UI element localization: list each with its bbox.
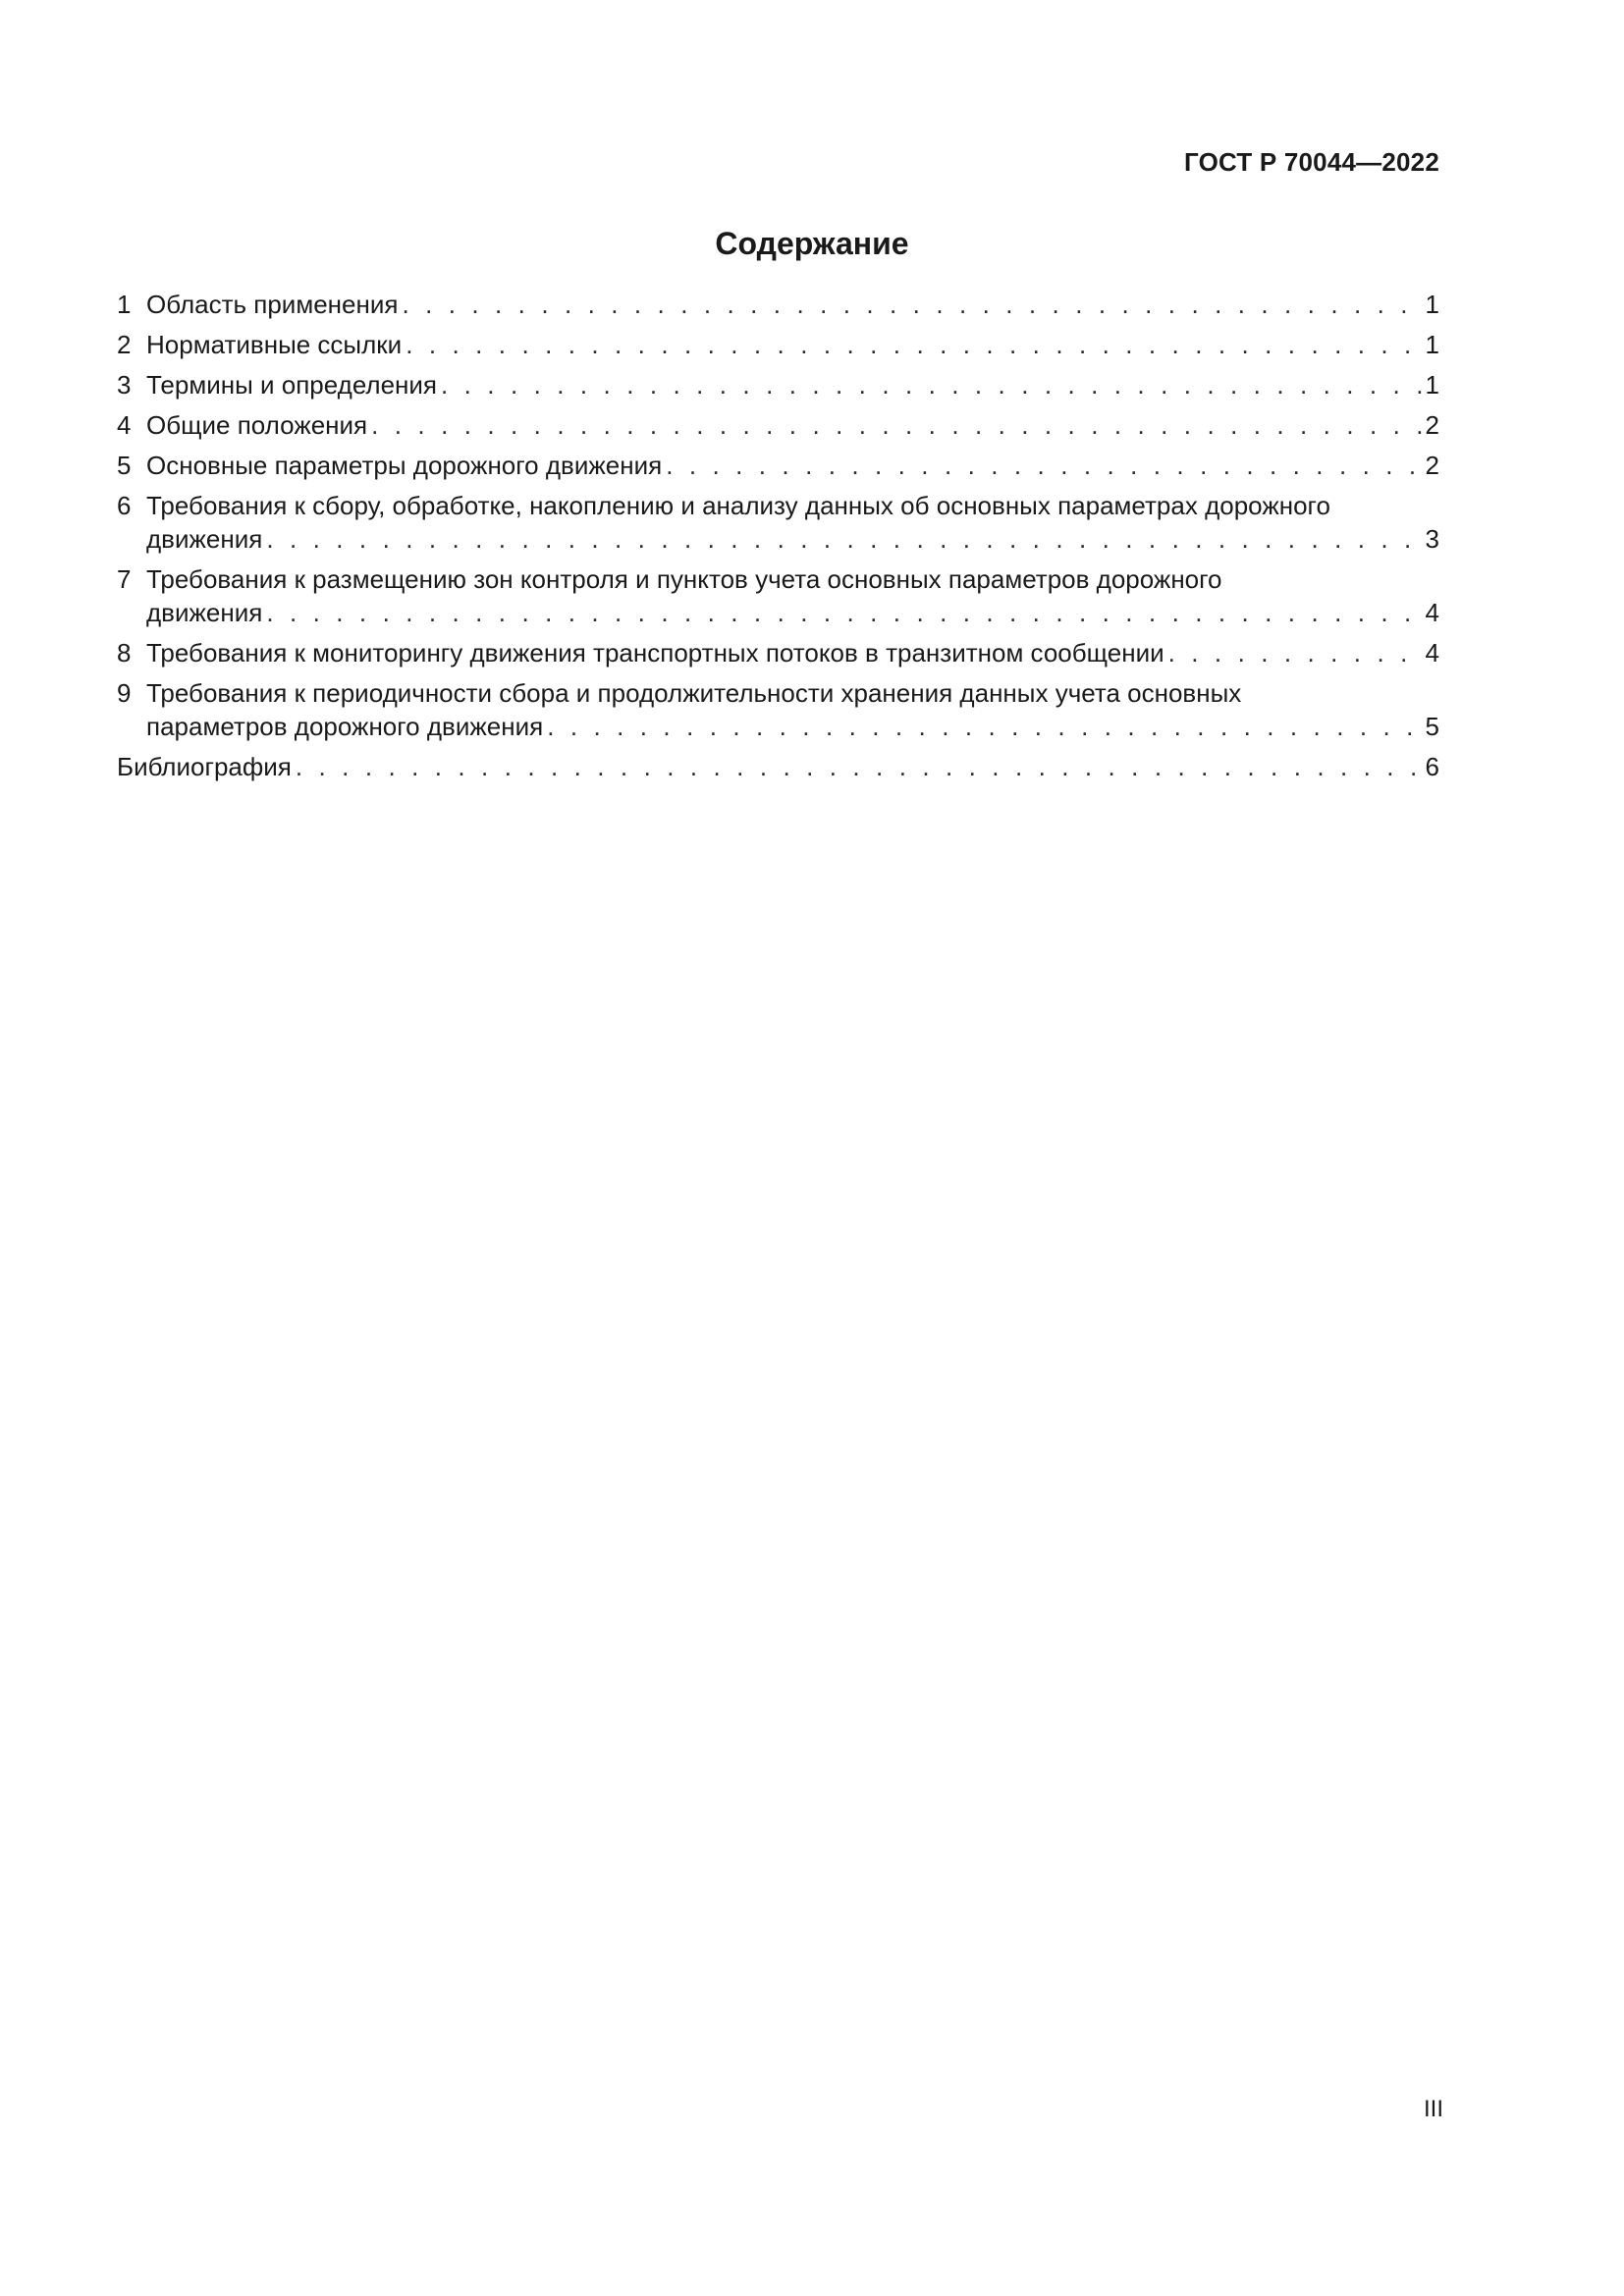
toc-entry-8[interactable]	[117, 636, 1439, 669]
toc-entry-page: 1	[1425, 370, 1439, 400]
dot-leader	[402, 288, 1423, 321]
toc-entry-title-continued: движения	[146, 524, 263, 554]
toc-entry-number: 7	[117, 564, 132, 594]
dot-leader	[266, 596, 1423, 629]
toc-entry-5[interactable]	[117, 449, 1439, 482]
toc-entry-number: 8	[117, 638, 132, 667]
toc-entry-number: 6	[117, 491, 132, 520]
toc-entry-7[interactable]	[117, 562, 1439, 629]
toc-entry-number: 9	[117, 678, 132, 708]
dot-leader	[547, 710, 1423, 743]
toc-entry-6[interactable]	[117, 489, 1439, 556]
toc-entry-page: 1	[1425, 290, 1439, 319]
toc-entry-page: 6	[1425, 752, 1439, 781]
toc-entry-title: Нормативные ссылки	[146, 330, 403, 359]
page-number: III	[1423, 2096, 1443, 2122]
toc-entry-title: Общие положения	[146, 410, 368, 440]
toc-entry-number: 3	[117, 370, 132, 400]
toc-entry-page: 2	[1425, 451, 1439, 480]
toc-entry-1[interactable]	[117, 288, 1439, 321]
dot-leader	[666, 449, 1423, 482]
toc-entry-title: Область применения	[146, 290, 399, 319]
dot-leader	[441, 368, 1424, 401]
toc-entry-title: Термины и определения	[146, 370, 438, 400]
toc-entry-2[interactable]	[117, 328, 1439, 361]
toc-entry-title-continued: движения	[146, 598, 263, 627]
toc-entry-page: 5	[1425, 712, 1439, 741]
toc-entry-title: Требования к периодичности сбора и продолжительности хранения данных учета основных	[146, 678, 1242, 708]
document-code: ГОСТ Р 70044—2022	[1184, 147, 1439, 177]
toc-entry-page: 4	[1425, 598, 1439, 627]
toc-entry-title: Основные параметры дорожного движения	[146, 451, 663, 480]
toc-entry-title-continued: параметров дорожного движения	[146, 712, 544, 741]
toc-entry-page: 3	[1425, 524, 1439, 554]
toc-entry-page: 2	[1425, 410, 1439, 440]
toc-entry-page: 4	[1425, 638, 1439, 667]
table-of-contents	[117, 288, 1439, 790]
toc-entry-9[interactable]	[117, 676, 1439, 743]
toc-entry-4[interactable]	[117, 408, 1439, 442]
toc-entry-page: 1	[1425, 330, 1439, 359]
toc-entry-number: 1	[117, 290, 132, 319]
toc-entry-number: 5	[117, 451, 132, 480]
toc-entry-number: 4	[117, 410, 132, 440]
toc-entry-title: Требования к размещению зон контроля и пунктов учета основных параметров дорожного	[146, 564, 1222, 594]
toc-entry-title: Библиография	[117, 752, 292, 781]
dot-leader	[371, 408, 1423, 442]
toc-entry-title: Требования к сбору, обработке, накоплению и анализу данных об основных параметрах дорожного	[146, 491, 1330, 520]
dot-leader	[296, 750, 1424, 783]
toc-entry-3[interactable]	[117, 368, 1439, 401]
toc-title: Содержание	[715, 226, 909, 261]
dot-leader	[266, 522, 1423, 556]
dot-leader	[1168, 636, 1424, 669]
toc-entry-bibliography[interactable]	[117, 750, 1439, 783]
dot-leader	[406, 328, 1423, 361]
toc-entry-title: Требования к мониторингу движения транспортных потоков в транзитном сообщении	[146, 638, 1164, 667]
toc-entry-number: 2	[117, 330, 132, 359]
